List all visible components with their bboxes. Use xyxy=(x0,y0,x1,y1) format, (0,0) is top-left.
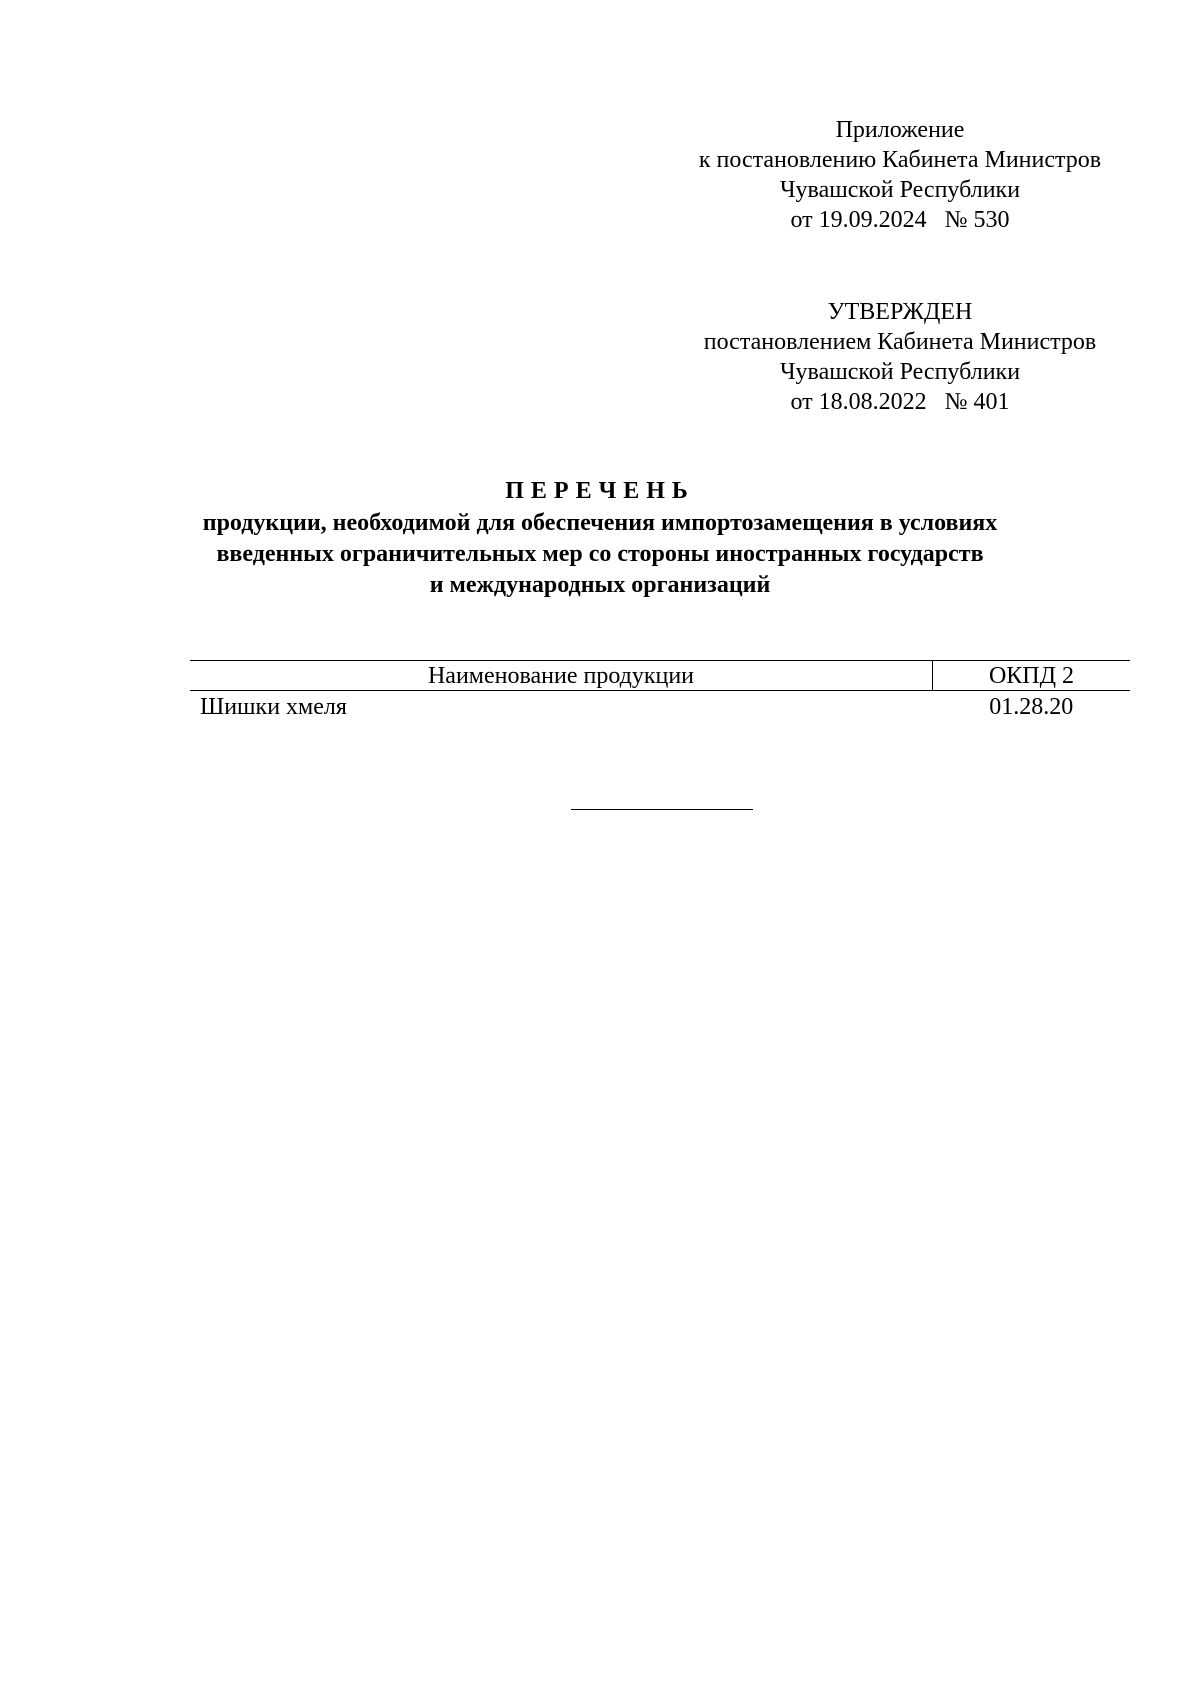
subtitle-line-3: и международных организаций xyxy=(429,572,771,598)
annex-republic: Чувашской Республики xyxy=(779,177,1021,203)
product-code-cell: 01.28.20 xyxy=(989,694,1074,720)
table-header-row xyxy=(190,661,1130,691)
header-product-name: Наименование продукции xyxy=(190,661,933,691)
approved-reference: постановлением Кабинета Министров xyxy=(703,329,1097,355)
end-of-document-rule xyxy=(571,809,753,810)
product-name-cell: Шишки хмеля xyxy=(200,694,347,720)
header-okpd-code: ОКПД 2 xyxy=(933,661,1131,691)
annex-reference: к постановлению Кабинета Министров xyxy=(698,147,1102,173)
subtitle-line-2: введенных ограничительных мер со стороны иностранных государств xyxy=(216,541,984,567)
annex-date-number: от 19.09.2024 № 530 xyxy=(790,207,1010,233)
products-table xyxy=(190,660,1130,721)
document-subtitle xyxy=(150,508,1050,601)
document-title: ПЕРЕЧЕНЬ xyxy=(505,478,695,504)
approval-stamp xyxy=(660,297,1140,417)
annex-header xyxy=(660,115,1140,235)
annex-label: Приложение xyxy=(835,117,965,143)
table-row xyxy=(190,691,1130,722)
approved-label: УТВЕРЖДЕН xyxy=(827,299,973,325)
subtitle-line-1: продукции, необходимой для обеспечения импортозамещения в условиях xyxy=(202,510,998,536)
approved-republic: Чувашской Республики xyxy=(779,359,1021,385)
approved-date-number: от 18.08.2022 № 401 xyxy=(790,389,1010,415)
